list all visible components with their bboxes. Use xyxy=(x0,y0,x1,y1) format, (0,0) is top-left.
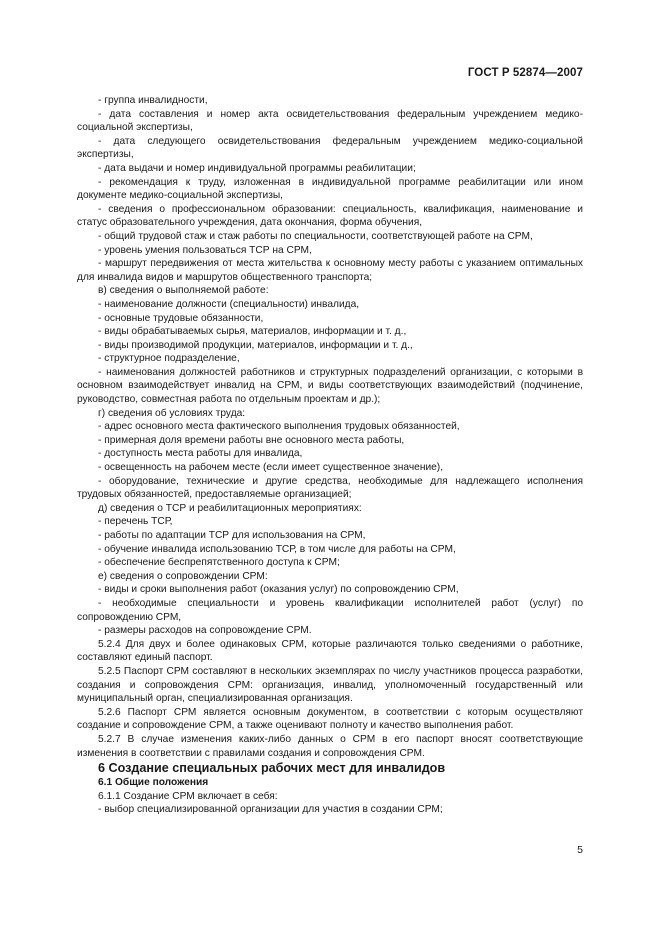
standard-number: ГОСТ Р 52874—2007 xyxy=(467,67,583,79)
paragraph: - общий трудовой стаж и стаж работы по специальности, соответствующей работе на СРМ, xyxy=(98,230,533,242)
paragraph: 5.2.7 В случае изменения каких-либо данных о СРМ в его паспорт вносят соответствующие изменения в соответствии с правилами создания и сопровождения СРМ. xyxy=(77,733,583,759)
paragraph: - виды производимой продукции, материалов, информации и т. д., xyxy=(98,339,413,351)
paragraph: - выбор специализированной организации для участия в создании СРМ; xyxy=(98,804,443,816)
paragraph: - группа инвалидности, xyxy=(98,95,208,106)
paragraph: - дата следующего освидетельствования федеральным учреждением медико-социальной экспертизы, xyxy=(77,135,583,161)
paragraph: - адрес основного места фактического выполнения трудовых обязанностей, xyxy=(98,421,460,433)
paragraph: - наименования должностей работников и структурных подразделений организации, с которыми в основном взаимодействует инвалид на СРМ, и виды соответствующих взаимодействий (подчинение, руководство, совместная работа по отдельным проектам и др.); xyxy=(77,366,583,406)
paragraph: - виды и сроки выполнения работ (оказания услуг) по сопровождению СРМ, xyxy=(98,584,459,596)
paragraph: - дата выдачи и номер индивидуальной программы реабилитации; xyxy=(98,162,416,174)
paragraph: - примерная доля времени работы вне основного места работы, xyxy=(98,434,405,446)
paragraph: - размеры расходов на сопровождение СРМ. xyxy=(98,625,312,637)
paragraph: - обучение инвалида использованию ТСР, в том числе для работы на СРМ, xyxy=(98,543,456,555)
paragraph: д) сведения о ТСР и реабилитационных мероприятиях: xyxy=(98,502,362,514)
paragraph: - перечень ТСР, xyxy=(98,516,173,528)
section-6-text xyxy=(77,790,583,817)
subsection-heading: 6.1 Общие положения xyxy=(98,777,209,789)
section-heading: 6 Создание специальных рабочих мест для инвалидов xyxy=(98,761,446,776)
page-number: 5 xyxy=(577,844,583,856)
paragraph: - основные трудовые обязанности, xyxy=(98,312,264,324)
list-block-passport-fields xyxy=(77,94,583,760)
paragraph: - оборудование, технические и другие средства, необходимые для надлежащего исполнения трудовых обязанностей, предоставляемые организацией; xyxy=(77,475,583,501)
paragraph: 5.2.4 Для двух и более одинаковых СРМ, которые различаются только сведениями о работнике, составляют единый паспорт. xyxy=(77,638,583,664)
paragraph: - виды обрабатываемых сырья, материалов, информации и т. д., xyxy=(98,326,407,338)
paragraph: 6.1.1 Создание СРМ включает в себя: xyxy=(98,790,278,802)
paragraph: - освещенность на рабочем месте (если имеет существенное значение), xyxy=(98,462,444,474)
paragraph: е) сведения о сопровождении СРМ: xyxy=(98,570,268,582)
paragraph: - маршрут передвижения от места жительства к основному месту работы с указанием оптимальных для инвалида видов и маршрутов общественного транспорта; xyxy=(77,258,583,283)
paragraph: 5.2.6 Паспорт СРМ является основным документом, в соответствии с которым осуществляют создание и сопровождение СРМ, а также оценивают полноту и качество выполнения работ. xyxy=(77,706,583,732)
paragraph: - сведения о профессиональном образовании: специальность, квалификация, наименование и статус образовательного учреждения, дата окончания, форма обучения, xyxy=(77,203,583,229)
paragraph: - обеспечение беспрепятственного доступа к СРМ; xyxy=(98,557,340,569)
paragraph: - структурное подразделение, xyxy=(98,353,240,365)
paragraph: - работы по адаптации ТСР для использования на СРМ, xyxy=(98,530,366,541)
paragraph: - наименование должности (специальности) инвалида, xyxy=(98,298,360,310)
document-body xyxy=(77,94,583,817)
paragraph: в) сведения о выполняемой работе: xyxy=(98,285,269,297)
paragraph: - рекомендация к труду, изложенная в индивидуальной программе реабилитации или ином документе медико-социальной экспертизы, xyxy=(77,176,583,202)
paragraph: - дата составления и номер акта освидетельствования федеральным учреждением медико-социальной экспертизы, xyxy=(77,108,583,134)
paragraph: - уровень умения пользоваться ТСР на СРМ, xyxy=(98,244,312,256)
paragraph: 5.2.5 Паспорт СРМ составляют в нескольких экземплярах по числу участников процесса разработки, создания и сопровождения СРМ: организация, инвалид, уполномоченный государственный или муниципальный орган, специализированная организация. xyxy=(77,665,583,705)
paragraph: - необходимые специальности и уровень квалификации исполнителей работ (услуг) по сопровождению СРМ, xyxy=(77,597,583,623)
paragraph: г) сведения об условиях труда: xyxy=(98,407,246,419)
paragraph: - доступность места работы для инвалида, xyxy=(98,448,303,460)
